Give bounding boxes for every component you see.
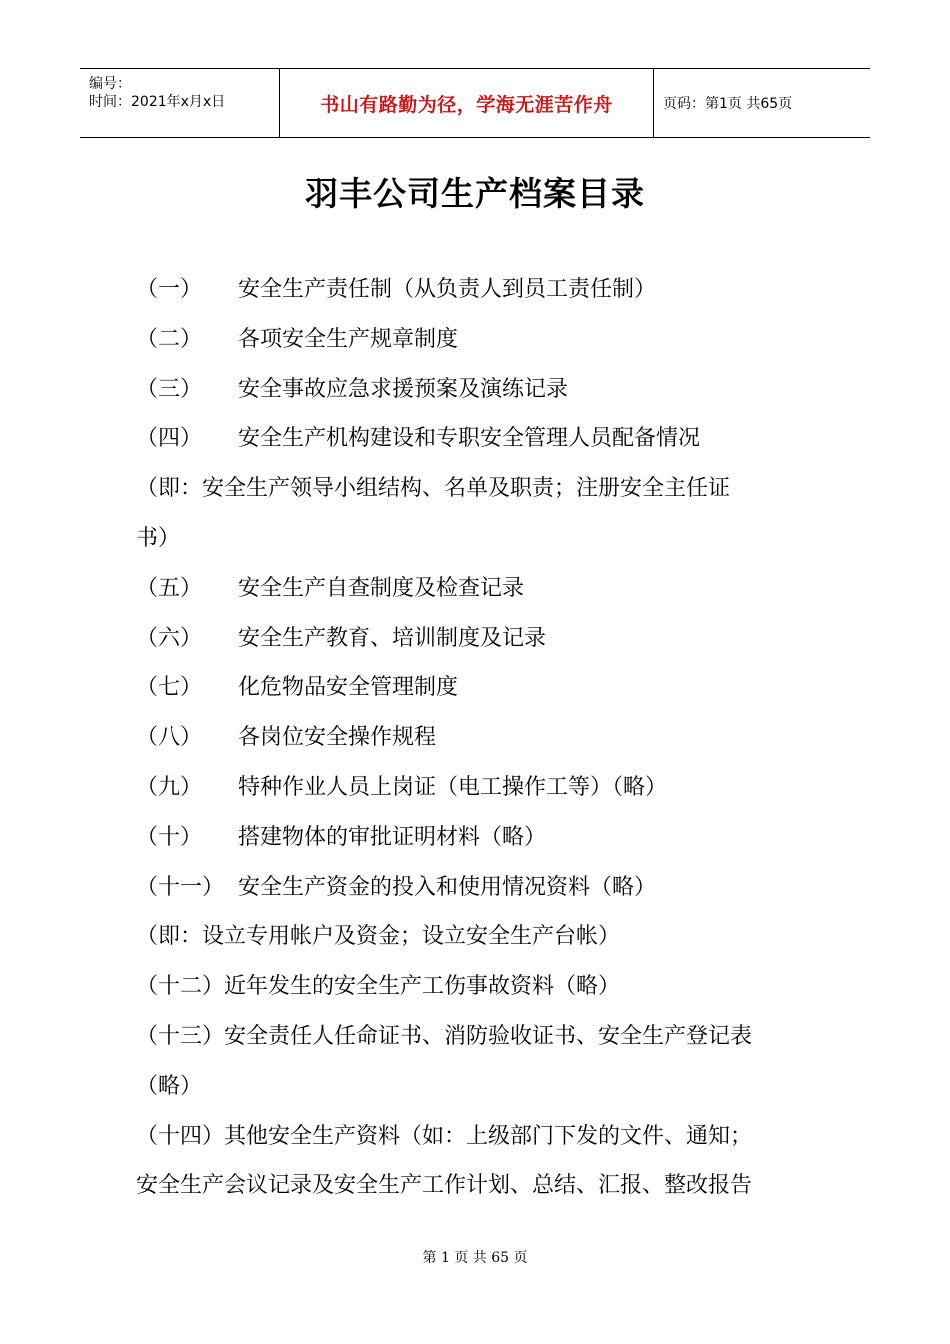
header-meta-cell (80, 69, 280, 137)
toc-item-text: 安全生产资金的投入和使用情况资料（略） (238, 874, 657, 900)
toc-item-number: （一） (136, 277, 203, 302)
toc-continuation-line: （即：安全生产领导小组结构、名单及职责；注册安全主任证 (136, 476, 731, 502)
toc-item-text: 特种作业人员上岗证（电工操作工等）（略） (238, 774, 668, 800)
toc-item-text: 安全事故应急求援预案及演练记录 (238, 376, 569, 402)
toc-item-number: （四） (136, 426, 203, 452)
toc-item-text: 其他安全生产资料（如：上级部门下发的文件、通知； (224, 1123, 753, 1149)
header-motto: 书山有路勤为径，学海无涯苦作舟 (320, 93, 613, 116)
toc-item-text: 安全生产教育、培训制度及记录 (238, 625, 547, 651)
header-page-cell (654, 69, 870, 137)
page-footer: 第 1 页 共 65 页 (422, 1250, 528, 1266)
toc-item-number: （九） (136, 774, 203, 800)
toc-item-text: 各岗位安全操作规程 (238, 725, 437, 751)
toc-item-text: 安全生产机构建设和专职安全管理人员配备情况 (238, 426, 701, 452)
toc-item (136, 372, 826, 422)
toc-continuation-line: 书） (136, 525, 181, 551)
toc-item (136, 421, 826, 471)
toc-item (136, 670, 826, 720)
toc-item-number: （五） (136, 575, 203, 601)
toc-item-text: 搭建物体的审批证明材料（略） (238, 824, 547, 850)
table-of-contents (136, 272, 826, 1218)
toc-item (136, 322, 826, 372)
toc-item-number: （十） (136, 824, 203, 850)
toc-item-number: （三） (136, 376, 203, 402)
document-title: 羽丰公司生产档案目录 (305, 174, 645, 213)
toc-item (136, 770, 826, 820)
toc-item (136, 272, 826, 322)
header-page-info: 页码：第1页 共65页 (663, 96, 793, 112)
toc-continuation-line: （略） (136, 1073, 203, 1099)
header-motto-cell (280, 69, 654, 137)
document-time-label: 时间：2021年x月x日 (89, 94, 226, 110)
toc-item (136, 621, 826, 671)
toc-item-text: 安全生产责任制（从负责人到员工责任制） (238, 277, 657, 302)
toc-item-number: （七） (136, 675, 203, 701)
toc-item-number: （十三） (136, 1023, 225, 1049)
toc-continuation-line: 安全生产会议记录及安全生产工作计划、总结、汇报、整改报告 (136, 1173, 753, 1199)
toc-item-text: 安全责任人任命证书、消防验收证书、安全生产登记表 (224, 1023, 753, 1049)
toc-item (136, 969, 826, 1019)
toc-item-number: （十四） (136, 1123, 225, 1149)
toc-item-text: 安全生产自查制度及检查记录 (238, 575, 525, 601)
document-header (80, 68, 870, 138)
toc-item-number: （八） (136, 725, 203, 751)
toc-item-number: （十二） (136, 974, 225, 1000)
toc-item-text: 化危物品安全管理制度 (238, 675, 459, 701)
toc-item-text: 近年发生的安全生产工伤事故资料（略） (224, 974, 621, 1000)
toc-item (136, 1019, 826, 1069)
toc-continuation-line: （即：设立专用帐户及资金；设立安全生产台帐） (136, 924, 621, 950)
toc-item-number: （六） (136, 625, 203, 651)
toc-item (136, 820, 826, 870)
toc-item-number: （十一） (136, 874, 225, 900)
toc-item (136, 720, 826, 770)
toc-item (136, 870, 826, 920)
toc-item-text: 各项安全生产规章制度 (238, 326, 459, 352)
toc-item (136, 571, 826, 621)
toc-item (136, 1119, 826, 1169)
toc-item-number: （二） (136, 326, 203, 352)
document-number-label: 编号： (89, 76, 131, 92)
